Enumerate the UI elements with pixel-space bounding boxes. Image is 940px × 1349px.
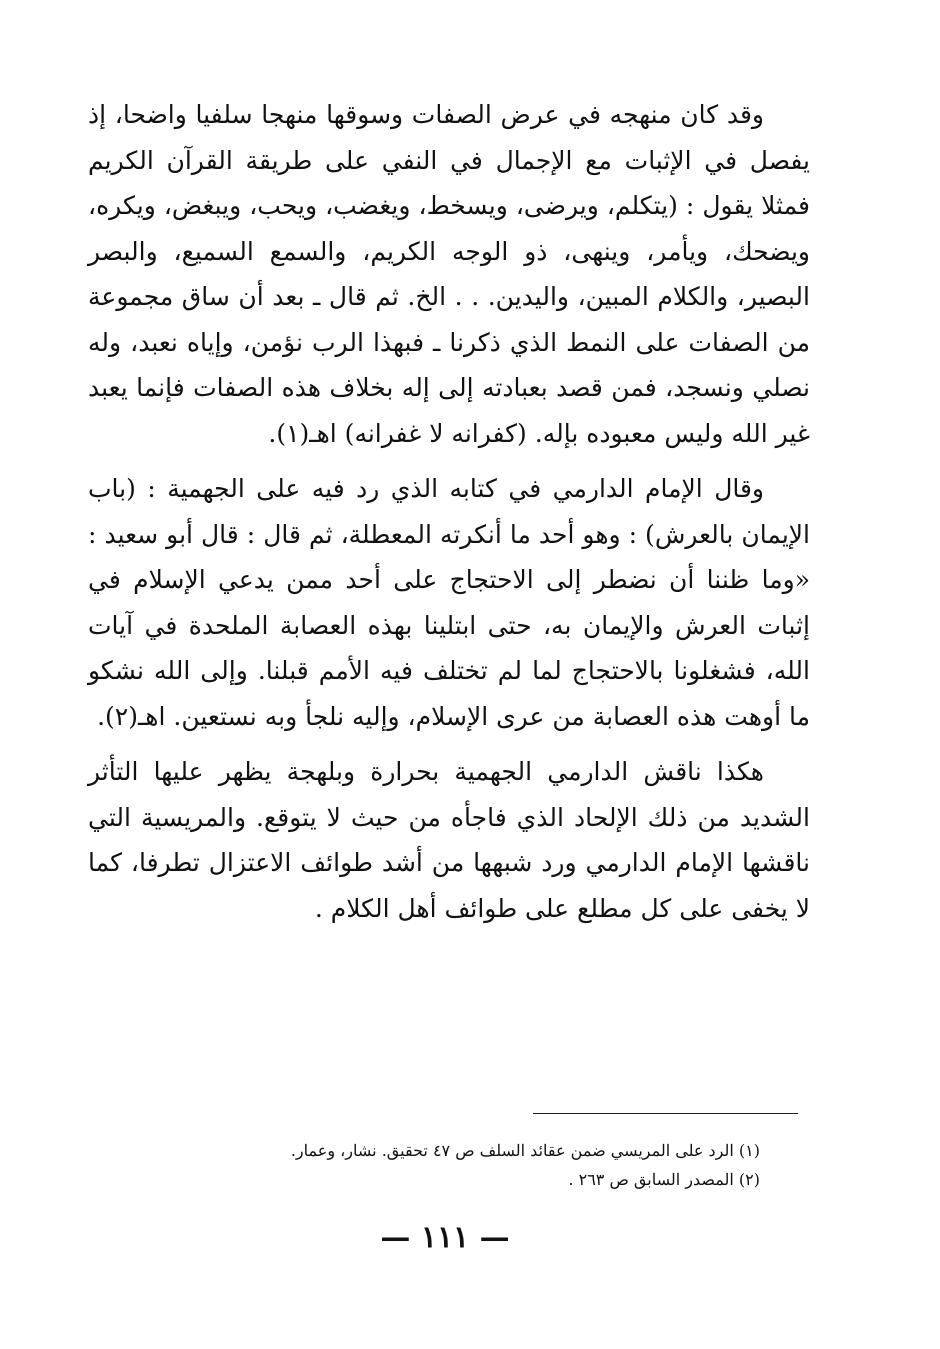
footnote-2: (٢) المصدر السابق ص ٢٦٣ .: [568, 1170, 760, 1189]
main-text: [88, 92, 810, 941]
footnotes: [220, 1136, 760, 1194]
footnote-1: (١) الرد على المريسي ضمن عقائد السلف ص ٤٧ تحقيق. نشار، وعمار.: [290, 1141, 760, 1160]
page-number: — ١١١ —: [380, 1220, 510, 1255]
paragraph-2: وقال الإمام الدارمي في كتابه الذي رد فيه على الجهمية : (باب الإيمان بالعرش) : وهو أحد ما أنكرته المعطلة، ثم قال : قال أبو سعيد : «وما ظننا أن نضطر إلى الاحتجاج على أحد ممن يدعي الإسلام في إثبات العرش والإيمان به، حتى ابتلينا بهذه العصابة الملحدة في آيات الله، فشغلونا بالاحتجاج لما لم تختلف فيه الأمم قبلنا. وإلى الله نشكو ما أوهت هذه العصابة من عرى الإسلام، وإليه نلجأ وبه نستعين. اهـ(٢).: [88, 474, 810, 731]
footnote-divider: [533, 1113, 798, 1114]
paragraph-3: هكذا ناقش الدارمي الجهمية بحرارة وبلهجة يظهر عليها التأثر الشديد من ذلك الإلحاد الذي فاجأه من حيث لا يتوقع. والمريسية التي ناقشها الإمام الدارمي ورد شبهها من أشد طوائف الاعتزال تطرفا، كما لا يخفى على كل مطلع على طوائف أهل الكلام .: [88, 757, 810, 923]
paragraph-1: وقد كان منهجه في عرض الصفات وسوقها منهجا سلفيا واضحا، إذ يفصل في الإثبات مع الإجمال في النفي على طريقة القرآن الكريم فمثلا يقول : (يتكلم، ويرضى، ويسخط، ويغضب، ويحب، ويبغض، ويكره، ويضحك، ويأمر، وينهى، ذو الوجه الكريم، والسمع السميع، والبصر البصير، والكلام المبين، واليدين. . . الخ. ثم قال ـ بعد أن ساق مجموعة من الصفات على النمط الذي ذكرنا ـ فبهذا الرب نؤمن، وإياه نعبد، وله نصلي ونسجد، فمن قصد بعبادته إلى إله بخلاف هذه الصفات فإنما يعبد غير الله وليس معبوده بإله. (كفرانه لا غفرانه) اهـ(١).: [88, 100, 810, 448]
